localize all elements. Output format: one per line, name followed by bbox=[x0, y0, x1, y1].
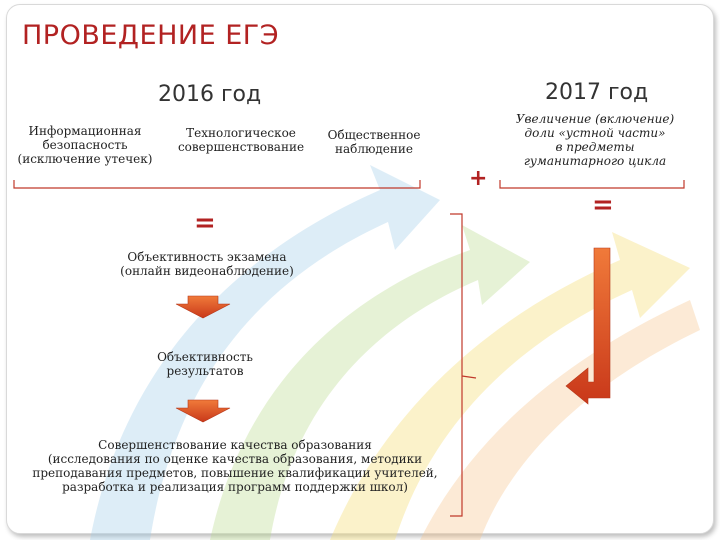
step-education-quality: Совершенствование качества образования (исследования по оценке качества образования, методики преподавания предметов, повышение квалификации учителей, разработка и реализация программ поддержки школ) bbox=[32, 438, 438, 494]
year-2016-heading: 2016 год bbox=[158, 82, 262, 107]
equals-sign-2017: = bbox=[592, 190, 614, 220]
year-2017-heading: 2017 год bbox=[545, 80, 649, 105]
item-oral-part-increase: Увеличение (включение) доли «устной части» в предметы гуманитарного цикла bbox=[515, 112, 675, 168]
down-arrow-1 bbox=[176, 296, 230, 318]
item-tech-improvement: Технологическое совершенствование bbox=[177, 126, 305, 154]
page-title: ПРОВЕДЕНИЕ ЕГЭ bbox=[22, 20, 280, 51]
bracket-vertical bbox=[450, 214, 462, 516]
equals-sign-2016: = bbox=[194, 208, 216, 238]
bracket-tick bbox=[462, 376, 476, 378]
item-public-observation: Общественное наблюдение bbox=[327, 128, 421, 156]
step-results-objectivity: Объективность результатов bbox=[157, 350, 253, 378]
down-arrow-2 bbox=[176, 400, 230, 422]
bracket-2017 bbox=[500, 180, 684, 188]
bracket-2016 bbox=[14, 180, 420, 188]
item-info-security: Информационная безопасность (исключение утечек) bbox=[17, 124, 153, 166]
l-arrow-2017 bbox=[566, 248, 610, 404]
plus-sign: + bbox=[469, 166, 488, 191]
step-exam-objectivity: Объективность экзамена (онлайн видеонаблюдение) bbox=[120, 250, 294, 278]
